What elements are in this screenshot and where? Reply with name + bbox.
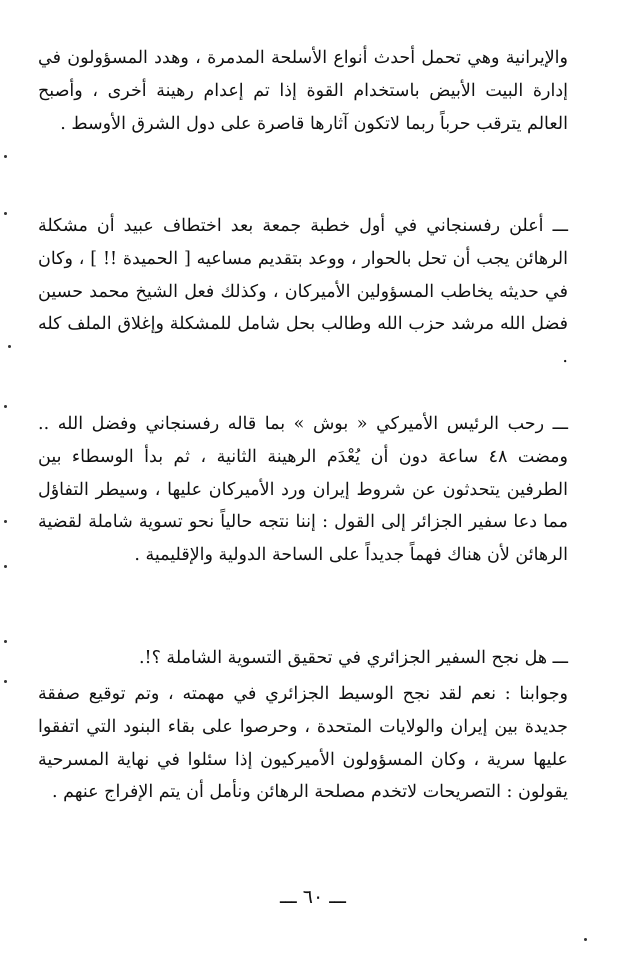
paragraph-1 bbox=[38, 42, 568, 140]
margin-mark bbox=[4, 565, 7, 568]
paragraph-3-text: ـــ رحب الرئيس الأميركي « بوش » بما قاله رفسنجاني وفضل الله .. ومضت ٤٨ ساعة دون أن يُعْدَم الرهينة الثانية ، ثم بدأ الوسطاء بين الطرفين يتحدثون عن شروط إيران ورد الأميركان عليها ، وسيطر التفاؤل مما دعا سفير الجزائر إلى القول : إننا نتجه حالياً نحو تسوية شاملة لقضية الرهائن لأن هناك فهماً جديداً على الساحة الدولية والإقليمية . bbox=[38, 414, 569, 566]
paragraph-2 bbox=[38, 210, 568, 374]
paragraph-4-text: ـــ هل نجح السفير الجزائري في تحقيق التسوية الشاملة ؟!. bbox=[138, 648, 568, 668]
paragraph-5-text: وجوابنا : نعم لقد نجح الوسيط الجزائري في مهمته ، وتم توقيع صفقة جديدة بين إيران والولايات المتحدة ، وحرصوا على بقاء البنود التي اتفقوا عليها سرية ، وكان المسؤولون الأميركيون إذا سئلوا في نهاية المسرحية يقولون : التصريحات لاتخدم مصلحة الرهائن ونأمل أن يتم الإفراج عنهم . bbox=[38, 684, 568, 803]
margin-mark bbox=[4, 680, 7, 683]
paragraph-4 bbox=[38, 642, 568, 675]
page-number: ـــ ٦٠ ـــ bbox=[280, 886, 346, 908]
margin-mark bbox=[584, 938, 587, 941]
margin-mark bbox=[4, 212, 7, 215]
margin-mark bbox=[4, 640, 7, 643]
margin-mark bbox=[4, 405, 7, 408]
margin-mark bbox=[4, 520, 7, 523]
margin-mark bbox=[8, 345, 11, 348]
paragraph-1-text: والإيرانية وهي تحمل أحدث أنواع الأسلحة المدمرة ، وهدد المسؤولون في إدارة البيت الأبيض باستخدام القوة إذا تم إعدام رهينة أخرى ، وأصبح العالم يترقب حرباً ربما لاتكون آثارها قاصرة على دول الشرق الأوسط . bbox=[38, 48, 568, 134]
margin-mark bbox=[4, 155, 7, 158]
paragraph-5 bbox=[38, 678, 568, 809]
paragraph-2-text: ـــ أعلن رفسنجاني في أول خطبة جمعة بعد اختطاف عبيد أن مشكلة الرهائن يجب أن تحل بالحوار ، ووعد بتقديم مساعيه [ الحميدة !! ] ، وكان في حديثه يخاطب المسؤولين الأميركان ، وكذلك فعل الشيخ محمد حسين فضل الله مرشد حزب الله وطالب بحل شامل للمشكلة وإغلاق الملف كله . bbox=[38, 216, 568, 368]
paragraph-3 bbox=[38, 408, 568, 572]
